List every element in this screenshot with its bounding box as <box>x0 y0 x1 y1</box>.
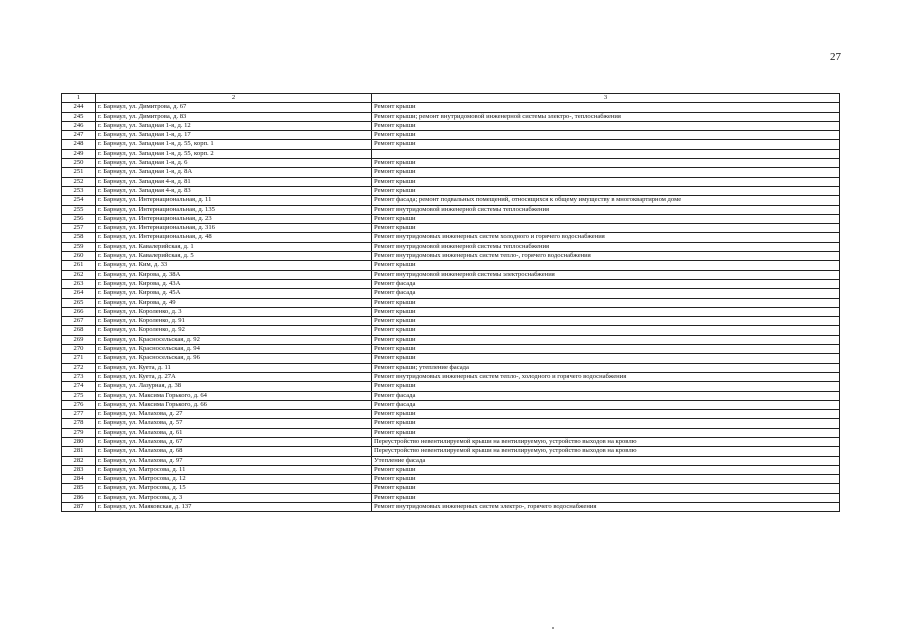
address-cell: г. Барнаул, ул. Матросова, д. 3 <box>96 493 372 502</box>
table-row <box>62 214 840 223</box>
row-number-cell: 267 <box>62 317 96 326</box>
table-row <box>62 261 840 270</box>
row-number-cell: 255 <box>62 205 96 214</box>
address-cell: г. Барнаул, ул. Интернациональная, д. 316 <box>96 224 372 233</box>
row-number-cell: 263 <box>62 279 96 288</box>
address-cell: г. Барнаул, ул. Западная 1-я, д. 12 <box>96 121 372 130</box>
address-cell: г. Барнаул, ул. Западная 4-я, д. 83 <box>96 186 372 195</box>
work-type-cell: Ремонт крыши <box>372 140 840 149</box>
table-row <box>62 177 840 186</box>
row-number-cell: 259 <box>62 242 96 251</box>
work-type-cell: Ремонт крыши; ремонт внутридомовой инженерной системы электро-, теплоснабжения <box>372 112 840 121</box>
address-cell: г. Барнаул, ул. Кирова, д. 43А <box>96 279 372 288</box>
row-number-cell: 274 <box>62 382 96 391</box>
row-number-cell: 246 <box>62 121 96 130</box>
address-cell: г. Барнаул, ул. Короленко, д. 91 <box>96 317 372 326</box>
address-cell: г. Барнаул, ул. Малахова, д. 97 <box>96 456 372 465</box>
table-row <box>62 279 840 288</box>
table-row <box>62 205 840 214</box>
row-number-cell: 261 <box>62 261 96 270</box>
row-number-cell: 244 <box>62 103 96 112</box>
table-row <box>62 326 840 335</box>
row-number-cell: 262 <box>62 270 96 279</box>
work-type-cell: Ремонт крыши <box>372 131 840 140</box>
table-row <box>62 224 840 233</box>
work-type-cell: Ремонт внутридомовых инженерных систем тепло-, холодного и горячего водоснабжения <box>372 372 840 381</box>
work-type-cell: Ремонт крыши; утепление фасада <box>372 363 840 372</box>
row-number-cell: 257 <box>62 224 96 233</box>
address-cell: г. Барнаул, ул. Куета, д. 27А <box>96 372 372 381</box>
row-number-cell: 280 <box>62 437 96 446</box>
row-number-cell: 284 <box>62 475 96 484</box>
work-type-cell: Ремонт крыши <box>372 326 840 335</box>
work-type-cell: Ремонт крыши <box>372 121 840 130</box>
row-number-cell: 278 <box>62 419 96 428</box>
table-row <box>62 112 840 121</box>
table-row <box>62 447 840 456</box>
table-row <box>62 475 840 484</box>
address-cell: г. Барнаул, ул. Интернациональная, д. 11 <box>96 196 372 205</box>
work-type-cell: Переустройство невентилируемой крыши на вентилируемую, устройство выходов на кровлю <box>372 437 840 446</box>
table-row <box>62 456 840 465</box>
table-row <box>62 252 840 261</box>
row-number-cell: 260 <box>62 252 96 261</box>
work-type-cell: Ремонт фасада <box>372 289 840 298</box>
row-number-cell: 279 <box>62 428 96 437</box>
work-type-cell: Ремонт крыши <box>372 484 840 493</box>
work-type-cell: Ремонт внутридомовой инженерной системы теплоснабжения <box>372 242 840 251</box>
table-row <box>62 410 840 419</box>
work-type-cell: Ремонт крыши <box>372 419 840 428</box>
work-type-cell: Ремонт крыши <box>372 168 840 177</box>
address-cell: г. Барнаул, ул. Западная 1-я, д. 55, корп. 2 <box>96 149 372 158</box>
row-number-cell: 245 <box>62 112 96 121</box>
table-row <box>62 437 840 446</box>
work-type-cell: Ремонт крыши <box>372 475 840 484</box>
address-cell: г. Барнаул, ул. Матросова, д. 12 <box>96 475 372 484</box>
row-number-cell: 277 <box>62 410 96 419</box>
table-row <box>62 382 840 391</box>
address-cell: г. Барнаул, ул. Красносельская, д. 92 <box>96 335 372 344</box>
address-cell: г. Барнаул, ул. Максима Горького, д. 64 <box>96 391 372 400</box>
table-row <box>62 196 840 205</box>
table-row <box>62 354 840 363</box>
row-number-cell: 275 <box>62 391 96 400</box>
row-number-cell: 283 <box>62 465 96 474</box>
address-cell: г. Барнаул, ул. Куета, д. 11 <box>96 363 372 372</box>
table-row <box>62 307 840 316</box>
address-cell: г. Барнаул, ул. Красносельская, д. 94 <box>96 345 372 354</box>
address-cell: г. Барнаул, ул. Кирова, д. 38А <box>96 270 372 279</box>
table-row <box>62 289 840 298</box>
address-cell: г. Барнаул, ул. Западная 1-я, д. 6 <box>96 159 372 168</box>
row-number-cell: 254 <box>62 196 96 205</box>
table-row <box>62 103 840 112</box>
address-cell: г. Барнаул, ул. Димитрова, д. 83 <box>96 112 372 121</box>
row-number-cell: 272 <box>62 363 96 372</box>
work-type-cell: Ремонт крыши <box>372 159 840 168</box>
table-row <box>62 419 840 428</box>
column-header-work-type: 3 <box>372 94 840 103</box>
table-row <box>62 363 840 372</box>
work-type-cell: Ремонт крыши <box>372 382 840 391</box>
row-number-cell: 247 <box>62 131 96 140</box>
work-type-cell: Ремонт крыши <box>372 261 840 270</box>
table-row <box>62 233 840 242</box>
work-type-cell: Ремонт крыши <box>372 177 840 186</box>
address-cell: г. Барнаул, ул. Малахова, д. 27 <box>96 410 372 419</box>
table-row <box>62 391 840 400</box>
address-cell: г. Барнаул, ул. Малахова, д. 57 <box>96 419 372 428</box>
address-cell: г. Барнаул, ул. Короленко, д. 92 <box>96 326 372 335</box>
table-row <box>62 400 840 409</box>
row-number-cell: 286 <box>62 493 96 502</box>
row-number-cell: 287 <box>62 503 96 512</box>
address-cell: г. Барнаул, ул. Кирова, д. 49 <box>96 298 372 307</box>
work-type-cell: Ремонт крыши <box>372 214 840 223</box>
row-number-cell: 264 <box>62 289 96 298</box>
row-number-cell: 258 <box>62 233 96 242</box>
work-type-cell: Ремонт фасада <box>372 391 840 400</box>
work-type-cell: Ремонт крыши <box>372 224 840 233</box>
row-number-cell: 252 <box>62 177 96 186</box>
address-cell: г. Барнаул, ул. Матросова, д. 11 <box>96 465 372 474</box>
row-number-cell: 251 <box>62 168 96 177</box>
row-number-cell: 250 <box>62 159 96 168</box>
table-header-row <box>62 94 840 103</box>
table-row <box>62 345 840 354</box>
address-cell: г. Барнаул, ул. Красносельская, д. 96 <box>96 354 372 363</box>
address-cell: г. Барнаул, ул. Западная 1-я, д. 17 <box>96 131 372 140</box>
table-row <box>62 121 840 130</box>
work-type-cell: Утепление фасада <box>372 456 840 465</box>
row-number-cell: 273 <box>62 372 96 381</box>
work-type-cell <box>372 149 840 158</box>
address-cell: г. Барнаул, ул. Короленко, д. 3 <box>96 307 372 316</box>
row-number-cell: 249 <box>62 149 96 158</box>
address-cell: г. Барнаул, ул. Лазурная, д. 38 <box>96 382 372 391</box>
row-number-cell: 256 <box>62 214 96 223</box>
work-type-cell: Ремонт фасада <box>372 279 840 288</box>
table-row <box>62 428 840 437</box>
work-type-cell: Переустройство невентилируемой крыши на вентилируемую, устройство выходов на кровлю <box>372 447 840 456</box>
work-type-cell: Ремонт крыши <box>372 186 840 195</box>
work-type-cell: Ремонт внутридомовых инженерных систем холодного и горячего водоснабжения <box>372 233 840 242</box>
row-number-cell: 266 <box>62 307 96 316</box>
address-cell: г. Барнаул, ул. Западная 1-я, д. 8А <box>96 168 372 177</box>
table-row <box>62 335 840 344</box>
work-type-cell: Ремонт крыши <box>372 354 840 363</box>
address-cell: г. Барнаул, ул. Западная 4-я, д. 81 <box>96 177 372 186</box>
row-number-cell: 282 <box>62 456 96 465</box>
table-row <box>62 465 840 474</box>
work-type-cell: Ремонт крыши <box>372 345 840 354</box>
work-type-cell: Ремонт крыши <box>372 307 840 316</box>
work-type-cell: Ремонт крыши <box>372 493 840 502</box>
row-number-cell: 276 <box>62 400 96 409</box>
work-type-cell: Ремонт внутридомовой инженерной системы теплоснабжения <box>372 205 840 214</box>
address-cell: г. Барнаул, ул. Западная 1-я, д. 55, корп. 1 <box>96 140 372 149</box>
address-cell: г. Барнаул, ул. Интернациональная, д. 135 <box>96 205 372 214</box>
row-number-cell: 265 <box>62 298 96 307</box>
table-row <box>62 168 840 177</box>
repair-register-table <box>61 93 840 512</box>
row-number-cell: 285 <box>62 484 96 493</box>
address-cell: г. Барнаул, ул. Малахова, д. 67 <box>96 437 372 446</box>
table-row <box>62 484 840 493</box>
work-type-cell: Ремонт крыши <box>372 317 840 326</box>
table-row <box>62 317 840 326</box>
address-cell: г. Барнаул, ул. Матросова, д. 15 <box>96 484 372 493</box>
work-type-cell: Ремонт внутридомовых инженерных систем электро-, горячего водоснабжения <box>372 503 840 512</box>
table-row <box>62 270 840 279</box>
scan-speck <box>552 627 554 629</box>
table-row <box>62 493 840 502</box>
table-row <box>62 186 840 195</box>
address-cell: г. Барнаул, ул. Маяковская, д. 137 <box>96 503 372 512</box>
work-type-cell: Ремонт внутридомовых инженерных систем тепло-, горячего водоснабжения <box>372 252 840 261</box>
address-cell: г. Барнаул, ул. Ким, д. 33 <box>96 261 372 270</box>
row-number-cell: 268 <box>62 326 96 335</box>
table-row <box>62 149 840 158</box>
row-number-cell: 271 <box>62 354 96 363</box>
row-number-cell: 281 <box>62 447 96 456</box>
address-cell: г. Барнаул, ул. Максима Горького, д. 66 <box>96 400 372 409</box>
row-number-cell: 269 <box>62 335 96 344</box>
address-cell: г. Барнаул, ул. Димитрова, д. 67 <box>96 103 372 112</box>
address-cell: г. Барнаул, ул. Кавалерийская, д. 5 <box>96 252 372 261</box>
work-type-cell: Ремонт крыши <box>372 428 840 437</box>
table-row <box>62 372 840 381</box>
work-type-cell: Ремонт крыши <box>372 103 840 112</box>
address-cell: г. Барнаул, ул. Интернациональная, д. 23 <box>96 214 372 223</box>
table-row <box>62 159 840 168</box>
address-cell: г. Барнаул, ул. Кавалерийская, д. 1 <box>96 242 372 251</box>
work-type-cell: Ремонт фасада <box>372 400 840 409</box>
address-cell: г. Барнаул, ул. Кирова, д. 45А <box>96 289 372 298</box>
address-cell: г. Барнаул, ул. Малахова, д. 61 <box>96 428 372 437</box>
work-type-cell: Ремонт крыши <box>372 410 840 419</box>
work-type-cell: Ремонт крыши <box>372 298 840 307</box>
table-row <box>62 503 840 512</box>
column-header-number: 1 <box>62 94 96 103</box>
page-number: 27 <box>830 51 841 63</box>
column-header-address: 2 <box>96 94 372 103</box>
table-row <box>62 242 840 251</box>
work-type-cell: Ремонт фасада; ремонт подвальных помещений, относящихся к общему имуществу в многоквартирном доме <box>372 196 840 205</box>
work-type-cell: Ремонт крыши <box>372 335 840 344</box>
work-type-cell: Ремонт крыши <box>372 465 840 474</box>
row-number-cell: 248 <box>62 140 96 149</box>
table-row <box>62 298 840 307</box>
address-cell: г. Барнаул, ул. Интернациональная, д. 48 <box>96 233 372 242</box>
row-number-cell: 270 <box>62 345 96 354</box>
table-row <box>62 131 840 140</box>
row-number-cell: 253 <box>62 186 96 195</box>
address-cell: г. Барнаул, ул. Малахова, д. 68 <box>96 447 372 456</box>
work-type-cell: Ремонт внутридомовой инженерной системы электроснабжения <box>372 270 840 279</box>
table-row <box>62 140 840 149</box>
